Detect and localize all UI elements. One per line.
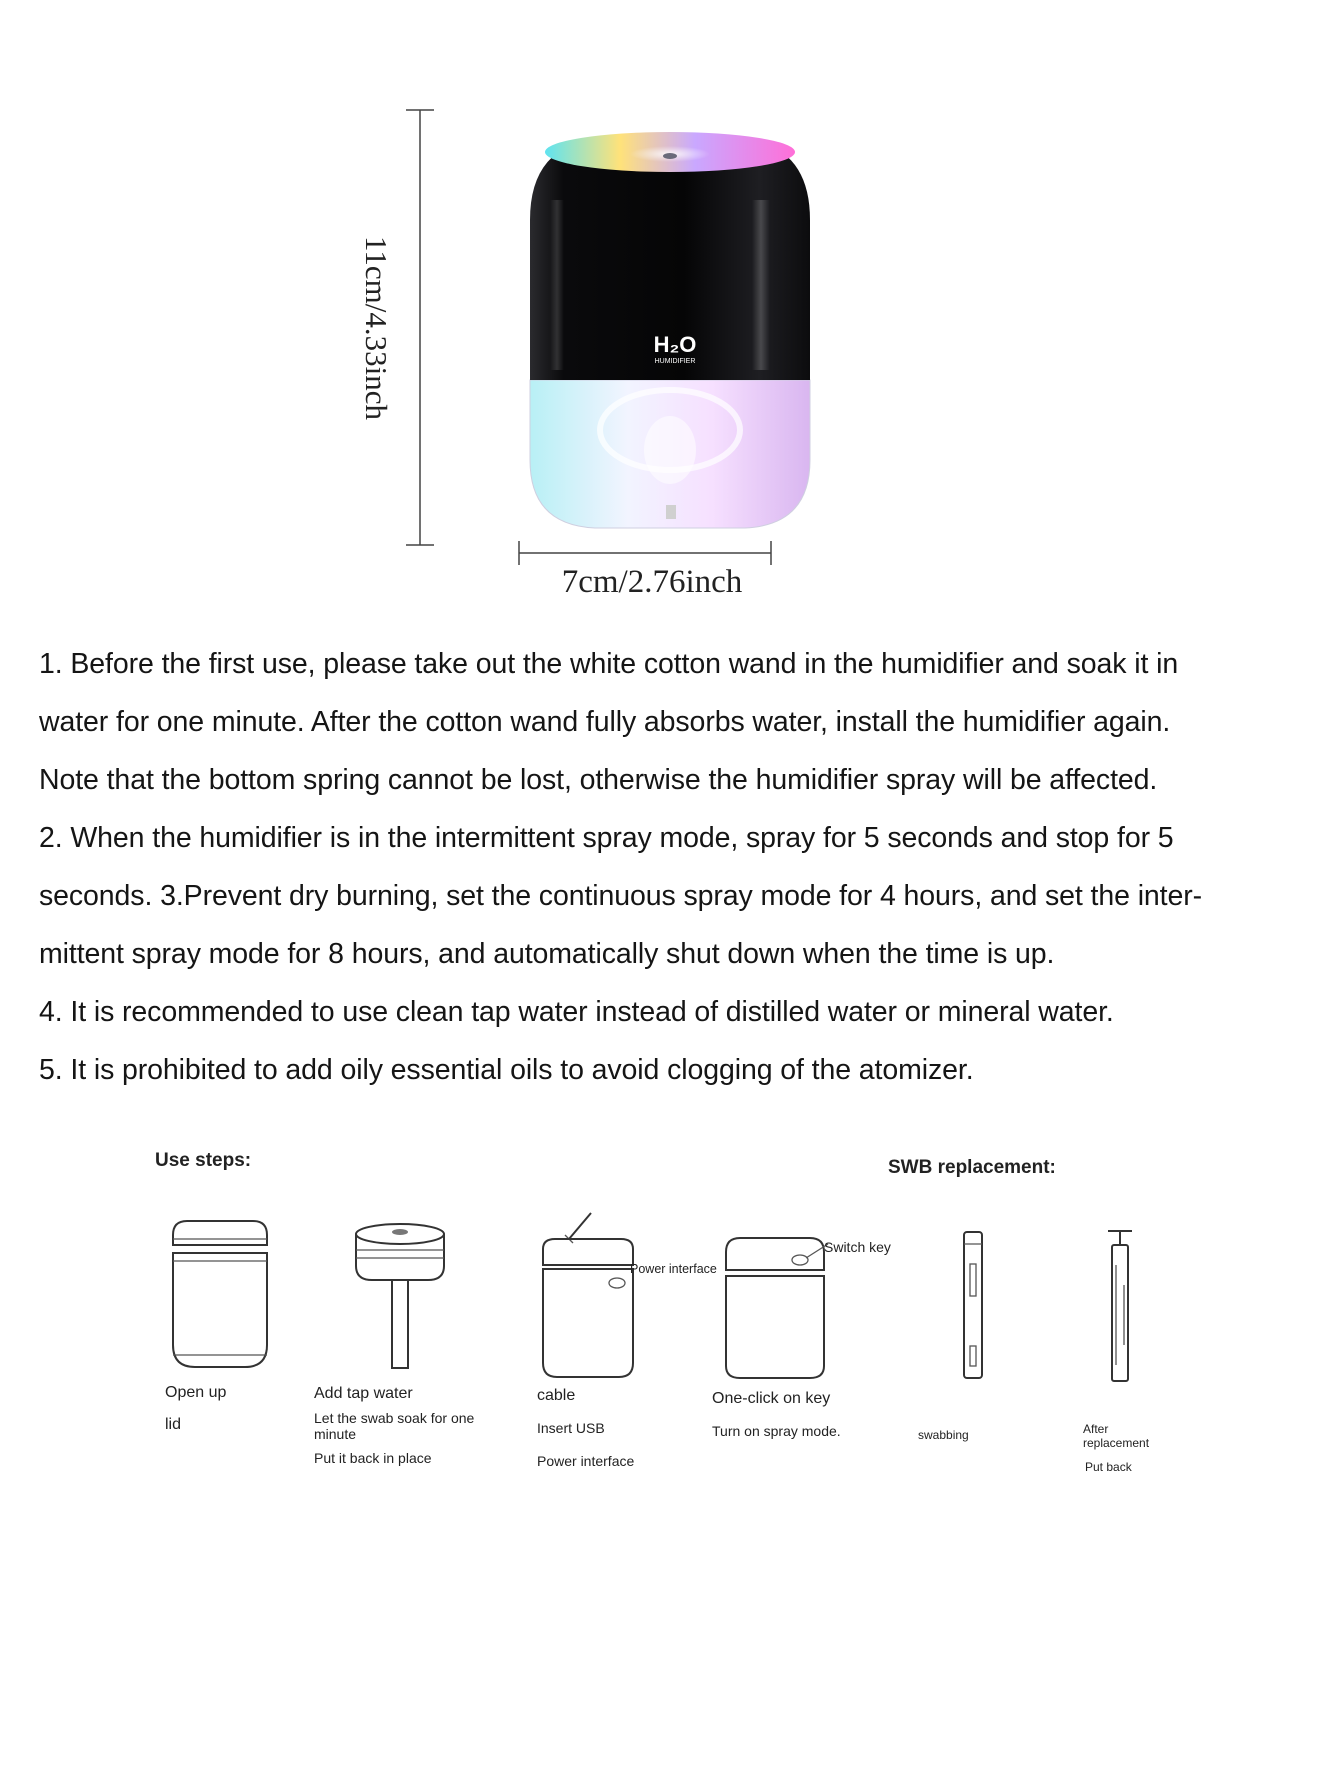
step-open-lid-drawing [165,1215,275,1375]
product-figure [0,0,1340,620]
swab-drawing [958,1228,988,1383]
replacement-drawing [1100,1225,1140,1387]
step4-caption-line2: Turn on spray mode. [712,1423,841,1439]
step4-caption-line1: One-click on key [712,1390,831,1407]
width-dimension-label: 7cm/2.76inch [561,564,743,600]
height-dimension-line [400,105,440,555]
step-add-water-drawing [350,1220,450,1375]
step2-caption-line3: Put it back in place [314,1450,432,1466]
power-interface-callout: Power interface [630,1262,717,1276]
humidifier-image [520,130,820,530]
step3-caption-line1: cable [537,1387,576,1404]
swabbing-caption: swabbing [918,1428,969,1442]
instruction-line: seconds. 3.Prevent dry burning, set the continuous spray mode for 4 hours, and set the inter- [39,880,1203,912]
instruction-line: 4. It is recommended to use clean tap water instead of distilled water or mineral water. [39,996,1114,1028]
step2-caption-line1: Add tap water [314,1385,413,1402]
instruction-line: 2. When the humidifier is in the intermittent spray mode, spray for 5 seconds and stop for 5 [39,822,1174,854]
height-dimension-label: 11cm/4.33inch [359,236,394,420]
put-back-caption: Put back [1085,1460,1132,1474]
step3-caption-line2: Insert USB [537,1420,605,1436]
instruction-line: 1. Before the first use, please take out the white cotton wand in the humidifier and soak it in [39,648,1179,680]
step1-caption-line1: Open up [165,1384,227,1401]
switch-key-callout: Switch key [824,1239,891,1255]
step-switch-key-drawing [720,1230,830,1380]
humidifier-logo: H₂O [653,332,697,357]
step3-caption-line3: Power interface [537,1453,635,1469]
step1-caption-line2: lid [165,1416,182,1433]
instructions-text [39,635,1309,1099]
after-replacement-caption: After replacement [1083,1422,1150,1450]
instruction-line: mittent spray mode for 8 hours, and automatically shut down when the time is up. [39,938,1055,970]
instruction-line: 5. It is prohibited to add oily essential oils to avoid clogging of the atomizer. [39,1054,974,1086]
use-steps-title: Use steps: [155,1150,252,1171]
instruction-line: Note that the bottom spring cannot be lost, otherwise the humidifier spray will be affected. [39,764,1158,796]
step2-caption-line2: Let the swab soak for one minute [314,1410,475,1442]
instruction-line: water for one minute. After the cotton wand fully absorbs water, install the humidifier again. [39,706,1171,738]
humidifier-logo-subtext: HUMIDIFIER [654,358,696,365]
swb-replacement-title: SWB replacement: [888,1157,1056,1178]
step-insert-usb-drawing [535,1205,645,1385]
width-dimension-line [515,540,775,566]
